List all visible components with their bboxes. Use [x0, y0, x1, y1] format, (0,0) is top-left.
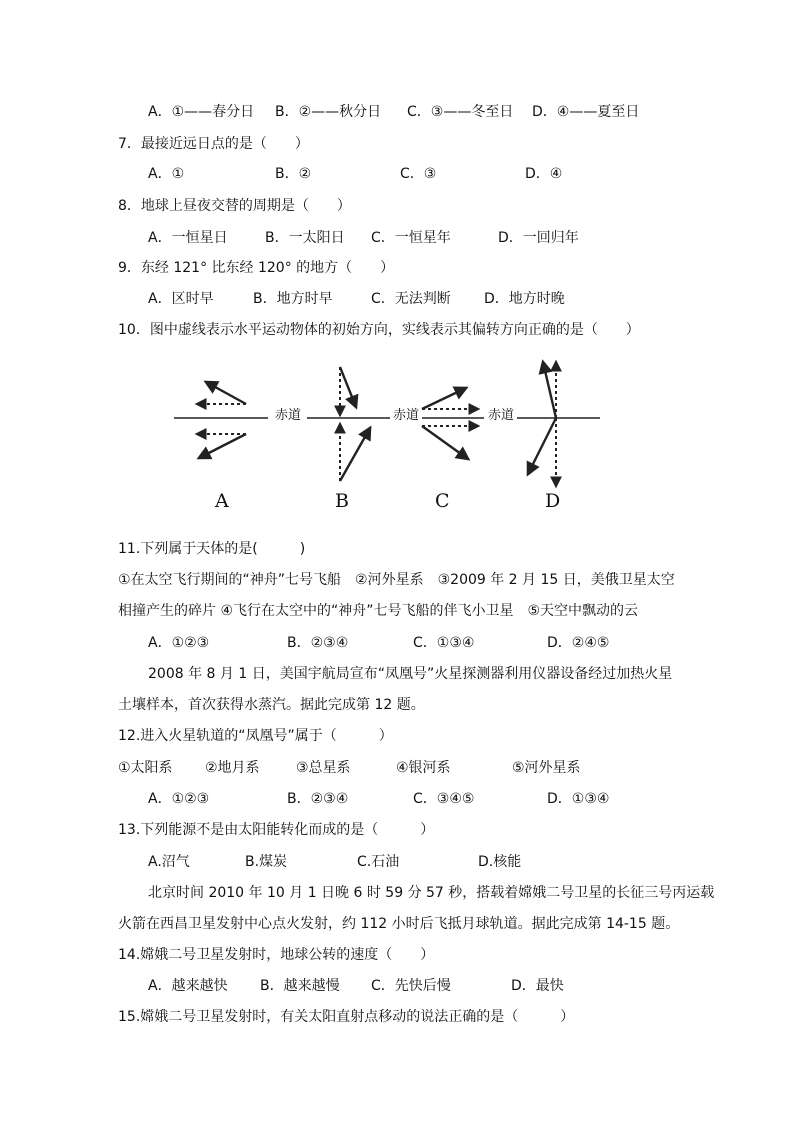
q7-option-d: D．④ [525, 166, 563, 182]
panel-label-a: A [215, 490, 229, 512]
q8-stem: 8．地球上昼夜交替的周期是（ ） [118, 198, 351, 214]
q14-option-b: B．越来越慢 [260, 978, 340, 994]
q12-item-5: ⑤河外星系 [512, 760, 581, 776]
q9-option-a: A．区时早 [148, 291, 214, 307]
passage-2-line-2: 火箭在西昌卫星发射中心点火发射，约 112 小时后飞抵月球轨道。据此完成第 14-15 题。 [118, 916, 680, 932]
q11-option-d: D．②④⑤ [547, 635, 610, 651]
q13-option-d: D.核能 [478, 854, 522, 870]
q8-option-d: D．一回归年 [498, 230, 579, 246]
q11-stem: 11.下列属于天体的是( ) [118, 541, 306, 557]
q8-option-b: B．一太阳日 [265, 230, 345, 246]
q11-option-c: C．①③④ [413, 635, 475, 651]
q13-option-a: A.沼气 [148, 854, 190, 870]
q6-option-b: B．②——秋分日 [275, 104, 382, 120]
q12-option-b: B．②③④ [287, 791, 349, 807]
q12-option-c: C．③④⑤ [413, 791, 475, 807]
q13-option-b: B.煤炭 [245, 854, 288, 870]
panel-a-arrows [197, 382, 246, 458]
equator-label-2: 赤道 [393, 406, 419, 426]
deflection-figure [170, 355, 610, 525]
q7-stem: 7．最接近远日点的是（ ） [118, 136, 309, 152]
q8-option-a: A．一恒星日 [148, 230, 228, 246]
q7-option-b: B．② [275, 166, 312, 182]
q12-item-4: ④银河系 [396, 760, 451, 776]
q11-option-b: B．②③④ [287, 635, 349, 651]
q6-option-a: A．①——春分日 [148, 104, 255, 120]
q11-choices-line-2: 相撞产生的碎片 ④飞行在太空中的“神舟”七号飞船的伴飞小卫星 ⑤天空中飘动的云 [118, 603, 639, 619]
q13-option-c: C.石油 [357, 854, 400, 870]
q6-option-c: C．③——冬至日 [407, 104, 514, 120]
q7-option-c: C．③ [400, 166, 437, 182]
panel-label-d: D [545, 490, 561, 512]
passage-1-line-2: 土壤样本，首次获得水蒸汽。据此完成第 12 题。 [118, 697, 425, 713]
q9-stem: 9．东经 121° 比东经 120° 的地方（ ） [118, 260, 395, 276]
q12-stem: 12.进入火星轨道的“凤凰号”属于（ ） [118, 728, 393, 744]
equator-label-3: 赤道 [488, 406, 514, 426]
q12-item-2: ②地月系 [205, 760, 260, 776]
q14-stem: 14.嫦娥二号卫星发射时，地球公转的速度（ ） [118, 947, 435, 963]
equator-label-1: 赤道 [275, 406, 301, 426]
q14-option-a: A．越来越快 [148, 978, 228, 994]
q15-stem: 15.嫦娥二号卫星发射时，有关太阳直射点移动的说法正确的是（ ） [118, 1009, 575, 1025]
panel-b-arrows [340, 367, 370, 481]
passage-1-line-1: 2008 年 8 月 1 日，美国宇航局宣布“凤凰号”火星探测器利用仪器设备经过加热火星 [148, 666, 673, 682]
q13-stem: 13.下列能源不是由太阳能转化而成的是（ ） [118, 822, 435, 838]
q9-option-b: B．地方时早 [253, 291, 333, 307]
q6-option-d: D．④——夏至日 [532, 104, 640, 120]
panel-label-c: C [435, 490, 450, 512]
q14-option-c: C．先快后慢 [371, 978, 451, 994]
panel-c-arrows [422, 388, 478, 459]
q12-item-1: ①太阳系 [118, 760, 173, 776]
panel-d-arrows [528, 362, 556, 486]
panel-label-b: B [335, 490, 349, 512]
q14-option-d: D．最快 [511, 978, 564, 994]
passage-2-line-1: 北京时间 2010 年 10 月 1 日晚 6 时 59 分 57 秒，搭载着嫦娥二号卫星的长征三号丙运载 [148, 885, 715, 901]
q12-option-a: A．①②③ [148, 791, 210, 807]
q7-option-a: A．① [148, 166, 185, 182]
q11-choices-line-1: ①在太空飞行期间的“神舟”七号飞船 ②河外星系 ③2009 年 2 月 15 日，美俄卫星太空 [118, 572, 675, 588]
q11-option-a: A．①②③ [148, 635, 210, 651]
q9-option-d: D．地方时晚 [484, 291, 565, 307]
q9-option-c: C．无法判断 [371, 291, 451, 307]
q12-option-d: D．①③④ [547, 791, 610, 807]
q8-option-c: C．一恒星年 [371, 230, 451, 246]
q10-stem: 10．图中虚线表示水平运动物体的初始方向，实线表示其偏转方向正确的是（ ） [118, 322, 640, 338]
q12-item-3: ③总星系 [296, 760, 351, 776]
